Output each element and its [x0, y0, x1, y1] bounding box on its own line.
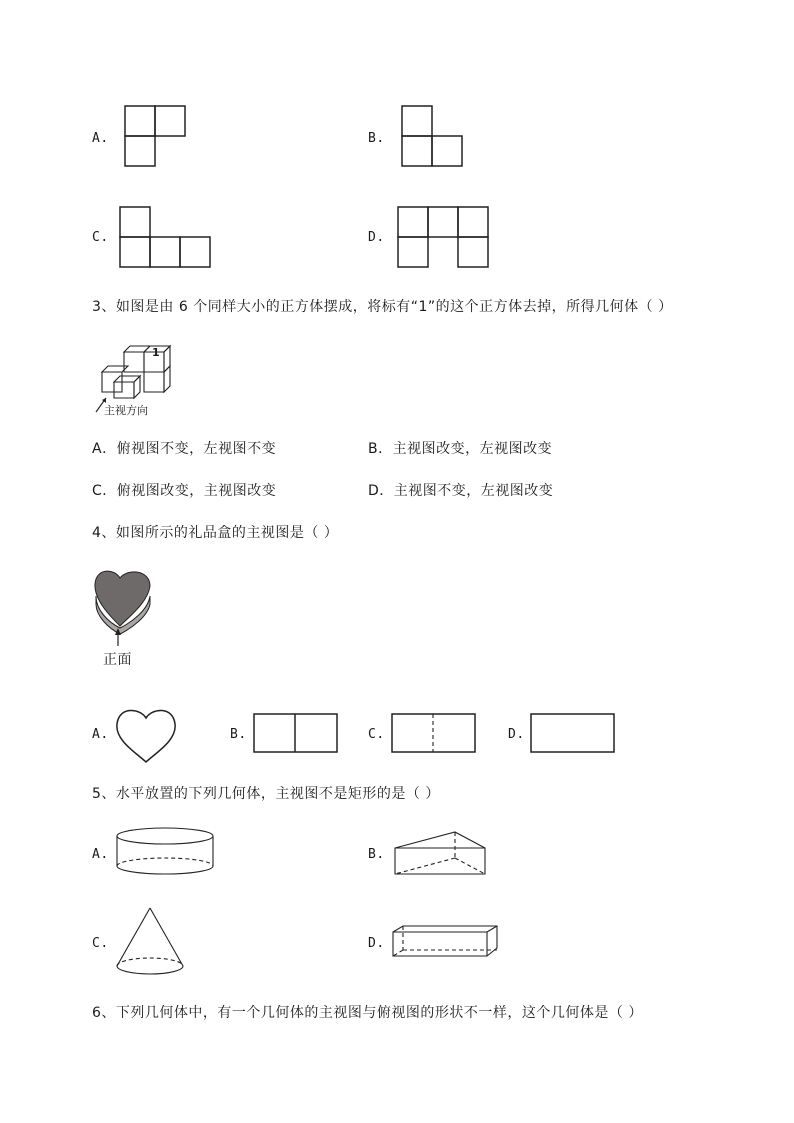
cuboid-shape	[391, 924, 501, 960]
q4-option-d-label: D.	[508, 727, 525, 742]
q5-option-a-label: A.	[92, 847, 109, 862]
q3-option-a: A．俯视图不变，左视图不变	[92, 441, 277, 457]
question-3-stem: 3、如图是由 6 个同样大小的正方体摆成，将标有“1”的这个正方体去掉，所得几何体（ ）	[92, 299, 673, 315]
gift-box-figure	[90, 566, 156, 646]
rect-plain-shape	[531, 714, 615, 754]
net-shape-b	[402, 106, 464, 168]
q4-option-a-label: A.	[92, 727, 109, 742]
q5-option-b-label: B.	[368, 847, 385, 862]
q5-option-d-label: D.	[368, 936, 385, 951]
question-6-stem: 6、下列几何体中，有一个几何体的主视图与俯视图的形状不一样，这个几何体是（ ）	[92, 1005, 643, 1021]
rect-solid-divider-shape	[254, 714, 338, 754]
net-shape-d	[398, 207, 490, 269]
cylinder-shape	[115, 826, 217, 880]
net-shape-a	[125, 106, 187, 168]
q5-option-c-label: C.	[92, 936, 109, 951]
option-c-label: C.	[92, 230, 109, 245]
direction-caption: 主视方向	[104, 404, 148, 417]
option-d-label: D.	[368, 230, 385, 245]
rect-dashed-divider-shape	[392, 714, 476, 754]
front-caption: 正面	[103, 652, 132, 668]
option-a-label: A.	[92, 131, 109, 146]
q4-option-b-label: B.	[230, 727, 247, 742]
cube-mark-1: 1	[152, 346, 160, 359]
q4-option-c-label: C.	[368, 727, 385, 742]
question-5-stem: 5、水平放置的下列几何体，主视图不是矩形的是（ ）	[92, 786, 440, 802]
q3-option-c: C．俯视图改变，主视图改变	[92, 483, 277, 499]
triangular-prism-shape	[393, 830, 487, 878]
q3-option-b: B．主视图改变，左视图改变	[368, 441, 553, 457]
net-shape-c	[120, 207, 212, 269]
q3-option-d: D．主视图不变，左视图改变	[368, 483, 554, 499]
option-b-label: B.	[368, 131, 385, 146]
heart-outline-icon	[115, 706, 179, 764]
cone-shape	[115, 906, 187, 978]
question-4-stem: 4、如图所示的礼品盒的主视图是（ ）	[92, 525, 339, 541]
